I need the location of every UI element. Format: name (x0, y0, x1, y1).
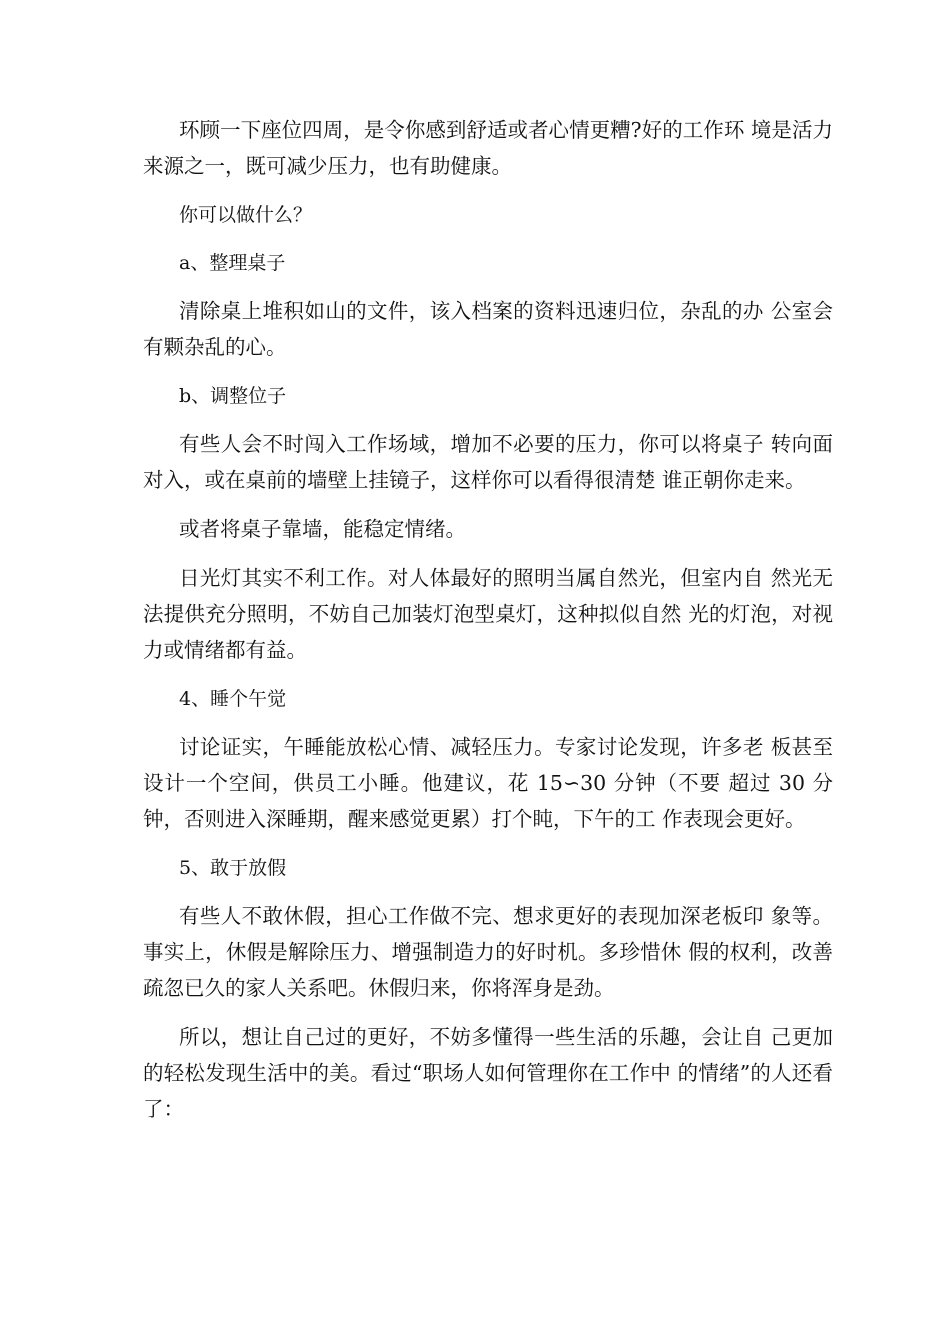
paragraph-nap: 讨论证实，午睡能放松心情、减轻压力。专家讨论发现，许多老 板甚至设计一个空间，供员工小睡。他建议，花 15∽30 分钟（不要 超过 30 分钟，否则进入深睡期，醒来感觉更累）打个盹，下午的工 作表现会更好。 (143, 735, 833, 831)
paragraph-conclusion: 所以，想让自己过的更好，不妨多懂得一些生活的乐趣，会让自 己更加的轻松发现生活中的美。看过“职场人如何管理你在工作中 的情绪”的人还看了： (143, 1025, 833, 1121)
paragraph-vacation: 有些人不敢休假，担心工作做不完、想求更好的表现加深老板印 象等。事实上，休假是解除压力、增强制造力的好时机。多珍惜休 假的权利，改善疏忽已久的家人关系吧。休假归来，你将浑身是劲。 (143, 904, 833, 1000)
paragraph-adjust-seat: 有些人会不时闯入工作场域，增加不必要的压力，你可以将桌子 转向面对入，或在桌前的墙壁上挂镜子，这样你可以看得很清楚 谁正朝你走来。 (143, 432, 833, 492)
subheading-nap: 4、睡个午觉 (179, 688, 287, 710)
paragraph-tidy-desk: 清除桌上堆积如山的文件，该入档案的资料迅速归位，杂乱的办 公室会有颗杂乱的心。 (143, 299, 833, 359)
section-question: 你可以做什么？ (179, 204, 313, 226)
paragraph-intro: 环顾一下座位四周，是令你感到舒适或者心情更糟?好的工作环 境是活力来源之一，既可减少压力，也有助健康。 (143, 118, 833, 178)
subheading-vacation: 5、敢于放假 (179, 857, 287, 879)
paragraph-lighting: 日光灯其实不利工作。对人体最好的照明当属自然光，但室内自 然光无法提供充分照明，不妨自己加装灯泡型桌灯，这种拟似自然 光的灯泡，对视力或情绪都有益。 (143, 566, 833, 662)
subheading-tidy-desk: a、整理桌子 (179, 252, 286, 274)
article-body (143, 112, 833, 1140)
paragraph-desk-wall: 或者将桌子靠墙，能稳定情绪。 (179, 517, 466, 541)
subheading-adjust-seat: b、调整位子 (179, 385, 287, 407)
